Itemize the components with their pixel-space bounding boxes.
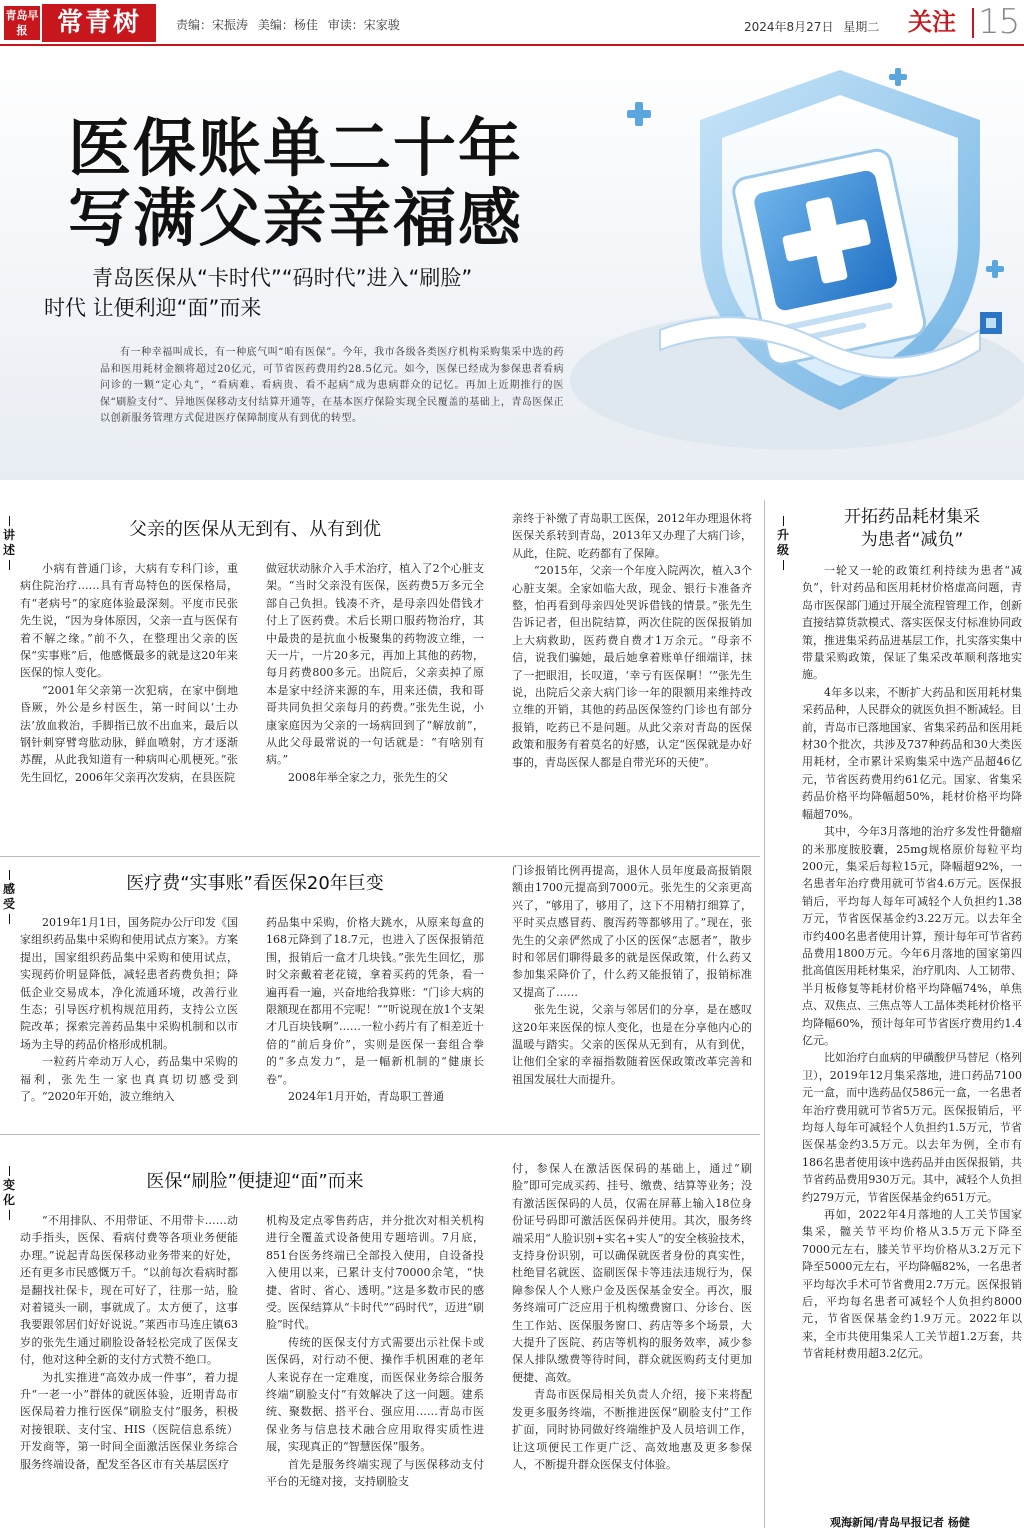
article-column xyxy=(512,862,752,1126)
paragraph: “不用排队、不用带证、不用带卡……动动手指头，医保、看病付费等各项业务便能办理。”说起青岛医保移动业务带来的好处，还有更多市民感慨万千。“以前每次看病时都是翻找社保卡，现在可好了，往那一站，脸对着镜头一刷，事就成了。太方便了，这事我要跟邻居们好好说说。”莱西市马连庄镇63岁的张先生通过刷脸设备轻松完成了医保支付，他对这种全新的支付方式赞不绝口。 xyxy=(20,1214,238,1367)
article-column xyxy=(266,1212,484,1528)
article-column xyxy=(266,914,484,1126)
headline-line: 写满父亲幸福感 xyxy=(68,182,523,255)
paragraph: 一粒药片牵动万人心，药品集中采购的福利，张先生一家也真真切切感受到了。“2020年开始，波立维纳入 xyxy=(20,1055,238,1104)
intro-paragraph: 有一种幸福叫成长，有一种底气叫“咱有医保”。今年，我市各级各类医疗机构采购集采中选的药品和医用耗材金额将超过20亿元，可节省医药费用约28.5亿元。如今，医保已经成为参保患者看病问诊的一颗“定心丸”，“看病难、看病贵、看不起病”成为患病群众的记忆。再加上近期推行的医保“刷脸支付”、异地医保移动支付结算开通等，在基本医疗保险实现全民覆盖的基础上，青岛医保正以创新服务管理方式促进医疗保障制度从有到优的转型。 xyxy=(100,347,564,424)
section-divider xyxy=(0,856,760,857)
masthead-divider xyxy=(972,8,974,38)
section-title-procurement xyxy=(800,506,1024,552)
section-tag-text: 感受 xyxy=(2,882,15,911)
paragraph: 机构及定点零售药店，并分批次对相关机构进行全覆盖式设备使用专题培训。7月底，851台医务终端已全部投入使用，自设备投入使用以来，已累计支付70000余笔，“快捷、省时、省心、透明。”这是多数市民的感受。医保结算从“卡时代”“码时代”，迈进“刷脸”时代。 xyxy=(266,1214,484,1332)
editor-credit: 审读：宋家骏 xyxy=(327,18,400,32)
paragraph: 再如，2022年4月落地的人工关节国家集采，髋关节平均价格从3.5万元下降至7000元左右，膝关节平均价格从3.2万元下降至5000元左右，平均降幅82%，一名患者平均每次手术可节省费用2.7万元。医保报销后，平均每名患者可减轻个人负担约8000元，节省医保基金约1.9万元。2022年以来，全市共使用集采人工关节超1.2万套，共节省耗材费用超3.2亿元。 xyxy=(802,1208,1022,1361)
section-tag-change xyxy=(2,1164,16,1222)
dateline xyxy=(744,18,885,35)
column-label: 关注 xyxy=(908,8,956,36)
section-tag-upgrade xyxy=(776,514,790,572)
section-title-father-insurance: 父亲的医保从无到有、从有到优 xyxy=(129,519,381,540)
paragraph: 门诊报销比例再提高，退休人员年度最高报销限额由1700元提高到7000元。张先生的父亲更高兴了，“够用了，够用了，这下不用精打细算了，平时买点感冒药、腹泻药等都够用了。”现在，张先生的父亲俨然成了小区的医保“志愿者”，散步时和邻居们聊得最多的就是医保政策，什么药又参加集采降价了，什么药又能报销了，报销标准又提高了…… xyxy=(512,864,752,999)
paragraph: 一轮又一轮的政策红利持续为患者“减负”，针对药品和医用耗材价格虚高问题，青岛市医保部门通过开展全流程管理工作，创新直接结算货款模式、落实医保支付标准协同政策，推进集采药品进基层工作，扎实落实集中带量采购政策，保证了集采改革顺利落地实施。 xyxy=(802,564,1022,682)
paragraph: “2015年，父亲一个年度入院两次，植入3个心脏支架。全家如临大敌，现金、银行卡准备齐整，怕再看到母亲四处哭诉借钱的情景。”张先生告诉记者，但出院结算，两次住院的医保报销加上大病救助，医药费自费才1万余元。“母亲不信，说我们骗她，最后她拿着账单仔细端详，抹了一把眼泪，长叹道，‘幸亏有医保啊！’”张先生说，出院后父亲大病门诊一年的限额用来维持改立维的开销，其他的药品医保签约门诊也有部分报销，吃药已不是问题。从此父亲对青岛的医保政策和服务有着莫名的好感，认定“医保就是办好事的，青岛医保人都是自带光环的天使”。 xyxy=(512,564,752,769)
column-divider xyxy=(764,500,765,1528)
paragraph: 其中，今年3月落地的治疗多发性骨髓瘤的米那度胺胶囊，25mg规格原价每粒平均200元，集采后每粒15元，降幅超92%，一名患者年治疗费用就可节省4.6万元。医保报销后，平均每人每年可减轻个人负担约1.38万元，节省医保基金约3.22万元。以去年全市约400名患者使用计算，预计每年可节省药品费用1800万元。今年6月落地的国家第四批高值医用耗材集采，治疗肌肉、人工韧带、半月板修复等耗材价格平均降幅74%，单焦点、双焦点、三焦点等人工晶体类耗材价格平均降幅60%，预计每年可节省医疗费用约1.4亿元。 xyxy=(802,825,1022,1047)
headline-line: 医保账单二十年 xyxy=(68,112,523,185)
reporter-byline: 观海新闻/青岛早报记者 杨健 xyxy=(830,1516,970,1529)
editor-credit: 责编：宋振涛 xyxy=(176,18,249,32)
article-column xyxy=(512,510,752,850)
paragraph: 2019年1月1日，国务院办公厅印发《国家组织药品集中采购和使用试点方案》。方案提出，国家组织药品集中采购和使用试点，实现药价明显降低，减轻患者药费负担；降低企业交易成本，净化流通环境，改善行业生态；引导医疗机构规范用药，支持公立医院改革；探索完善药品集中采购机制和以市场为主导的药品价格形成机制。 xyxy=(20,916,238,1051)
section-divider xyxy=(0,1134,760,1135)
section-tag-text: 变化 xyxy=(2,1178,15,1207)
page-number: 15 xyxy=(978,2,1020,42)
section-title-face-pay: 医保“刷脸”便捷迎“面”而来 xyxy=(146,1171,364,1192)
article-column xyxy=(20,560,238,850)
article-column xyxy=(20,914,238,1126)
issue-date: 2024年8月27日 xyxy=(744,20,834,34)
paragraph: 青岛市医保局相关负责人介绍，接下来将配发更多服务终端，不断推进医保“刷脸支付”工作扩面，同时协同做好终端维护及人员培训工作，让这项便民工作更广泛、高效地惠及更多参保人，不断提升群众医保支付体验。 xyxy=(512,1388,752,1471)
paragraph: 2008年举全家之力，张先生的父 xyxy=(288,770,448,784)
paragraph: 做冠状动脉介入手术治疗，植入了2个心脏支架。“当时父亲没有医保，医药费5万多元全部自己负担。钱凑不齐，是母亲四处借钱才付上了医药费。术后长期口服药物治疗，其中最贵的是抗血小板聚集的药物波立维，一天一片，一片20多元，再加上其他的药物，每月药费800多元。出院后，父亲卖掉了原本是家中经济来源的车，用来还债，我和哥哥共同负担父亲每月的药费。”张先生说，小康家庭因为父亲的一场病回到了“解放前”，从此父母最常说的一句话就是：“有啥别有病。” xyxy=(266,562,484,767)
paragraph: 付，参保人在激活医保码的基础上，通过“刷脸”即可完成买药、挂号、缴费、结算等业务；没有激活医保码的人员，仅需在屏幕上输入18位身份证号码即可激活医保码并使用。其次，服务终端采用“人脸识别+实名+实人”的安全核验技术，支持身份识别，可以确保就医者身份的真实性，杜绝冒名就医、盗刷医保卡等违法违规行为，保障参保人个人账户金及医保基金安全。再次，服务终端可广泛应用于机构缴费窗口、分诊台、医生工作站、医保服务窗口、药店等多个场景，大大提升了医院、药店等机构的服务效率，减少参保人排队缴费等待时间，群众就医购药支付更加便捷、高效。 xyxy=(512,1162,752,1384)
paragraph: “2001年父亲第一次犯病，在家中倒地昏厥，外公是乡村医生，第一时间以‘土办法’放血救治，手脚指已放不出血来，最后以钢针刺穿臂弯肱动脉，鲜血喷射，方才逐渐苏醒，从此我知道有一种病叫心肌梗死。”张先生回忆，2006年父亲再次发病，在县医院 xyxy=(20,683,238,784)
hero-banner xyxy=(0,50,1024,480)
article-column xyxy=(266,560,484,850)
paragraph: 传统的医保支付方式需要出示社保卡或医保码，对行动不便、操作手机困难的老年人来说存在一定难度，而医保业务综合服务终端“刷脸支付”有效解决了这一问题。建系统、聚数据、搭平台、强应用……青岛市医保业务与信息技术融合应用取得实质性进展，实现真正的“智慧医保”服务。 xyxy=(266,1335,484,1454)
section-name: 常青树 xyxy=(42,4,156,42)
paragraph: 药品集中采购，价格大跳水，从原来每盒的168元降到了18.7元，也进入了医保报销范围，报销后一盒才几块钱。”张先生回忆，那时父亲戴着老花镜，拿着买药的凭条，看一遍再看一遍，兴奋地给我算账：“门诊大病的限额现在都用不完呢！”“听说现在放1个支架才几百块钱啊”……一粒小药片有了相差近十倍的“前后身价”，实则是医保一套组合拳的“多点发力”，是一幅新机制的“健康长卷”。 xyxy=(266,916,484,1086)
paragraph: 为扎实推进“高效办成一件事”，着力提升“一老一小”群体的就医体验，近期青岛市医保局着力推行医保“刷脸支付”服务，积极对接银联、支付宝、HIS（医院信息系统）开发商等，第一时间全面激活医保业务综合服务终端设备，配发至各区市有关基层医疗 xyxy=(20,1370,238,1471)
subheadline-line: 青岛医保从“卡时代”“码时代”进入“刷脸” xyxy=(92,266,473,290)
masthead xyxy=(0,0,1024,46)
medical-shield-illustration xyxy=(540,50,1024,480)
title-line: 为患者“减负” xyxy=(860,530,964,550)
subheadline-line: 时代 让便利迎“面”而来 xyxy=(44,296,262,320)
section-tag-feel xyxy=(2,868,16,926)
editor-credits xyxy=(176,16,406,33)
section-tag-text: 讲述 xyxy=(2,528,15,557)
paragraph: 小病有普通门诊，大病有专科门诊，重病住院治疗……具有青岛特色的医保格局，有“老病号”的家庭体验最深刻。平度市民张先生说，“因为身体原因，父亲一直与医保有着不解之缘。”前不久，在整理出父亲的医保“实事账”后，他感慨最多的就是这20年来医保的惊人变化。 xyxy=(20,562,238,680)
subheadline xyxy=(44,263,472,323)
paragraph: 亲终于补缴了青岛职工医保，2012年办理退休将医保关系转到青岛，2013年又办理了大病门诊，从此，住院、吃药都有了保障。 xyxy=(512,512,752,560)
editor-credit: 美编：杨佳 xyxy=(257,18,318,32)
title-line: 开拓药品耗材集采 xyxy=(844,507,980,527)
section-tag-text: 升级 xyxy=(776,528,789,557)
section-tag-narrate xyxy=(2,514,16,572)
newspaper-logo: 青岛早报 xyxy=(4,6,40,40)
article-column xyxy=(802,562,1022,1510)
issue-weekday: 星期二 xyxy=(843,20,880,34)
article-column xyxy=(512,1160,752,1528)
paragraph: 张先生说，父亲与邻居们的分享，是在感叹这20年来医保的惊人变化，也是在分享他内心的温暖与踏实。父亲的医保从无到有，从有到优，让他们全家的幸福指数随着医保政策改革完善和祖国发展壮大而提升。 xyxy=(512,1003,752,1086)
article-column xyxy=(20,1212,238,1528)
paragraph: 比如治疗白血病的甲磺酸伊马替尼（格列卫），2019年12月集采落地，进口药品7100元一盒，而中选药品仅586元一盒，一名患者年治疗费用就可节省5万元。医保报销后，平均每人每年可减轻个人负担约1.5万元，节省医保基金约3.5万元。以去年为例，全市有186名患者使用该中选药品并由医保报销，共节省药品费用930万元。其中，减轻个人负担约279万元，节省医保基金约651万元。 xyxy=(802,1051,1022,1204)
paragraph: 首先是服务终端实现了与医保移动支付平台的无缝对接，支持刷脸支 xyxy=(266,1457,484,1489)
section-title-expense-account: 医疗费“实事账”看医保20年巨变 xyxy=(126,873,384,894)
main-headline xyxy=(68,114,523,254)
paragraph: 2024年1月开始，青岛职工普通 xyxy=(288,1090,444,1104)
paragraph: 4年多以来，不断扩大药品和医用耗材集采药品种，人民群众的就医负担不断减轻。目前，青岛市已落地国家、省集采药品和医用耗材30个批次，共涉及737种药品和30大类医用耗材，全市累计采购集采中选产品超46亿元，节省医药费用约61亿元。国家、省集采药品价格平均降幅超50%，耗材价格平均降幅超70%。 xyxy=(802,685,1022,821)
